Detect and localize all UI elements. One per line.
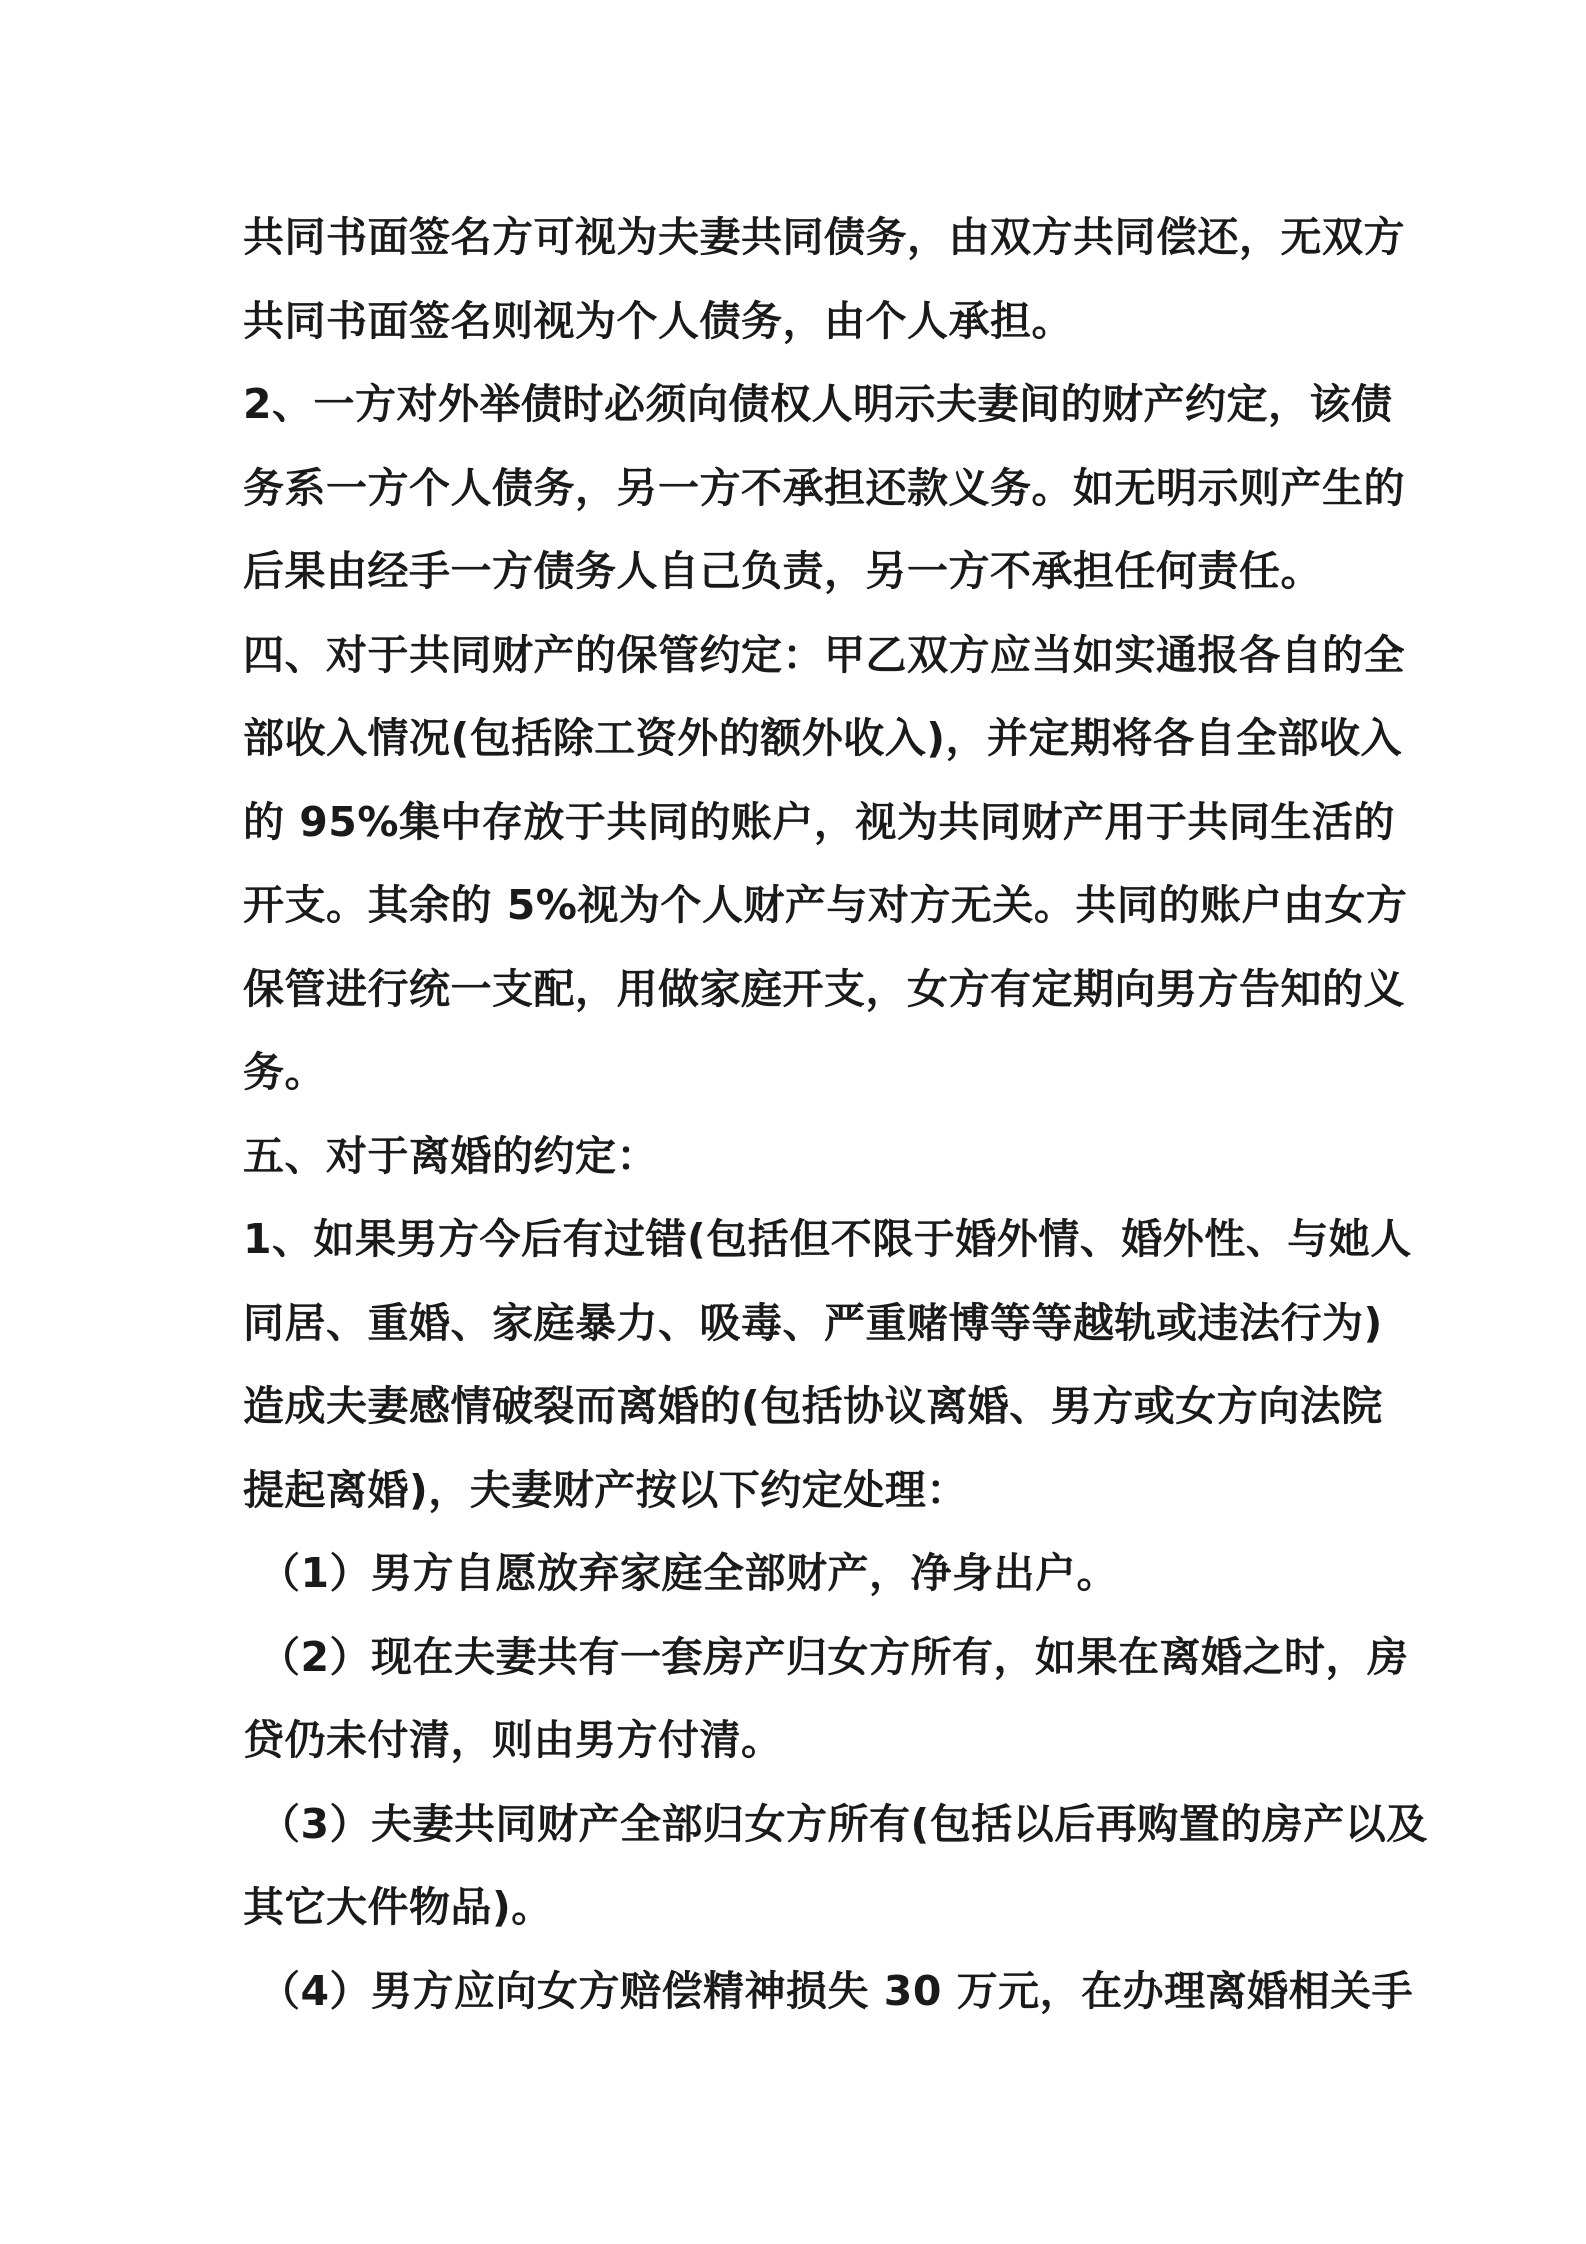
text-line: 其它大件物品)。 <box>243 1883 553 1931</box>
list-item: （4）男方应向女方赔偿精神损失 30 万元，在办理离婚相关手 <box>259 1966 1414 2015</box>
list-item: （2）现在夫妻共有一套房产归女方所有，如果在离婚之时，房 <box>259 1632 1409 1681</box>
text-line: 务系一方个人债务，另一方不承担还款义务。如无明示则产生的 <box>243 463 1405 512</box>
text-line: 后果由经手一方债务人自己负责，另一方不承担任何责任。 <box>243 547 1322 595</box>
text-line: 共同书面签名方可视为夫妻共同债务，由双方共同偿还，无双方 <box>243 213 1405 261</box>
text-line: 的 95%集中存放于共同的账户，视为共同财产用于共同生活的 <box>243 797 1395 846</box>
text-line: 保管进行统一支配，用做家庭开支，女方有定期向男方告知的义 <box>243 964 1405 1013</box>
text-line: 提起离婚)，夫妻财产按以下约定处理： <box>243 1465 968 1514</box>
document-body <box>243 196 1428 2033</box>
text-line: 同居、重婚、家庭暴力、吸毒、严重赌博等等越轨或违法行为) <box>243 1298 1383 1347</box>
text-line: 务。 <box>243 1048 326 1096</box>
list-item: （1）男方自愿放弃家庭全部财产，净身出户。 <box>259 1549 1119 1597</box>
text-line: 共同书面签名则视为个人债务，由个人承担。 <box>243 296 1073 345</box>
text-line: 1、如果男方今后有过错(包括但不限于婚外情、婚外性、与她人 <box>243 1215 1412 1263</box>
text-line: 四、对于共同财产的保管约定：甲乙双方应当如实通报各自的全 <box>243 630 1405 679</box>
text-line: 部收入情况(包括除工资外的额外收入)，并定期将各自全部收入 <box>243 714 1402 762</box>
text-line: 2、一方对外举债时必须向债权人明示夫妻间的财产约定，该债 <box>243 380 1393 428</box>
text-line: 贷仍未付清，则由男方付清。 <box>243 1716 783 1764</box>
text-line: 开支。其余的 5%视为个人财产与对方无关。共同的账户由女方 <box>243 881 1408 929</box>
section-heading: 五、对于离婚的约定： <box>243 1131 658 1180</box>
text-line: 造成夫妻感情破裂而离婚的(包括协议离婚、男方或女方向法院 <box>243 1382 1383 1430</box>
list-item: （3）夫妻共同财产全部归女方所有(包括以后再购置的房产以及 <box>259 1799 1428 1848</box>
